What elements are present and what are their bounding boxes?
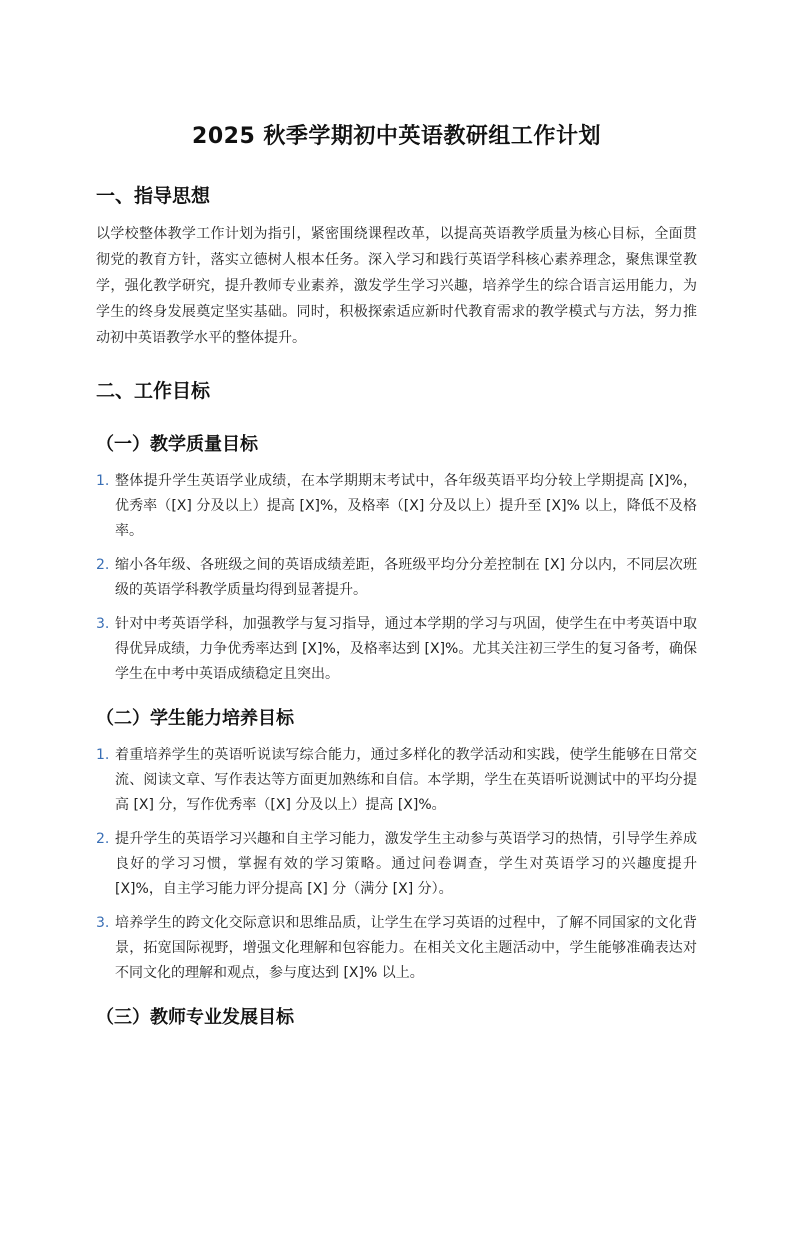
document-page: [0, 120, 793, 1242]
subsection-heading-teaching-quality: （一）教学质量目标: [96, 434, 258, 455]
list-item: [96, 743, 697, 818]
subsection-heading-student-ability: （二）学生能力培养目标: [96, 708, 294, 729]
list-item-text: 缩小各年级、各班级之间的英语成绩差距，各班级平均分分差控制在 [X] 分以内，不同层次班级的英语学科教学质量均得到显著提升。: [115, 557, 697, 598]
list-number: 2.: [96, 557, 110, 573]
list-number: 1.: [96, 747, 110, 763]
student-ability-list: [96, 743, 697, 986]
list-item: [96, 911, 697, 986]
list-item: [96, 612, 697, 687]
section-heading-guiding-ideology: 一、指导思想: [96, 185, 211, 207]
section-heading-work-goals: 二、工作目标: [96, 380, 211, 402]
list-item: [96, 553, 697, 603]
list-number: 2.: [96, 831, 110, 847]
teaching-quality-list: [96, 469, 697, 687]
list-item: [96, 827, 697, 902]
document-title: 2025 秋季学期初中英语教研组工作计划: [192, 124, 601, 149]
list-number: 1.: [96, 473, 110, 489]
subsection-heading-teacher-development: （三）教师专业发展目标: [96, 1007, 294, 1028]
list-number: 3.: [96, 616, 110, 632]
list-item-text: 针对中考英语学科，加强教学与复习指导，通过本学期的学习与巩固，使学生在中考英语中取得优异成绩，力争优秀率达到 [X]%，及格率达到 [X]%。尤其关注初三学生的复习备考，确保学生在中考中英语成绩稳定且突出。: [115, 616, 697, 682]
list-number: 3.: [96, 915, 110, 931]
list-item-text: 提升学生的英语学习兴趣和自主学习能力，激发学生主动参与英语学习的热情，引导学生养成良好的学习习惯，掌握有效的学习策略。通过问卷调查，学生对英语学习的兴趣度提升 [X]%，自主学习能力评分提高 [X] 分（满分 [X] 分）。: [115, 831, 697, 897]
list-item: [96, 469, 697, 544]
list-item-text: 着重培养学生的英语听说读写综合能力，通过多样化的教学活动和实践，使学生能够在日常交流、阅读文章、写作表达等方面更加熟练和自信。本学期，学生在英语听说测试中的平均分提高 [X] 分，写作优秀率（[X] 分及以上）提高 [X]%。: [115, 747, 697, 813]
list-item-text: 整体提升学生英语学业成绩，在本学期期末考试中，各年级英语平均分较上学期提高 [X]%，优秀率（[X] 分及以上）提高 [X]%，及格率（[X] 分及以上）提升至 [X]% 以上，降低不及格率。: [115, 473, 697, 539]
list-item-text: 培养学生的跨文化交际意识和思维品质，让学生在学习英语的过程中，了解不同国家的文化背景，拓宽国际视野，增强文化理解和包容能力。在相关文化主题活动中，学生能够准确表达对不同文化的理解和观点，参与度达到 [X]% 以上。: [115, 915, 697, 981]
guiding-ideology-paragraph: 以学校整体教学工作计划为指引，紧密围绕课程改革，以提高英语教学质量为核心目标，全面贯彻党的教育方针，落实立德树人根本任务。深入学习和践行英语学科核心素养理念，聚焦课堂教学，强化教学研究，提升教师专业素养，激发学生学习兴趣，培养学生的综合语言运用能力，为学生的终身发展奠定坚实基础。同时，积极探索适应新时代教育需求的教学模式与方法，努力推动初中英语教学水平的整体提升。: [96, 226, 697, 346]
